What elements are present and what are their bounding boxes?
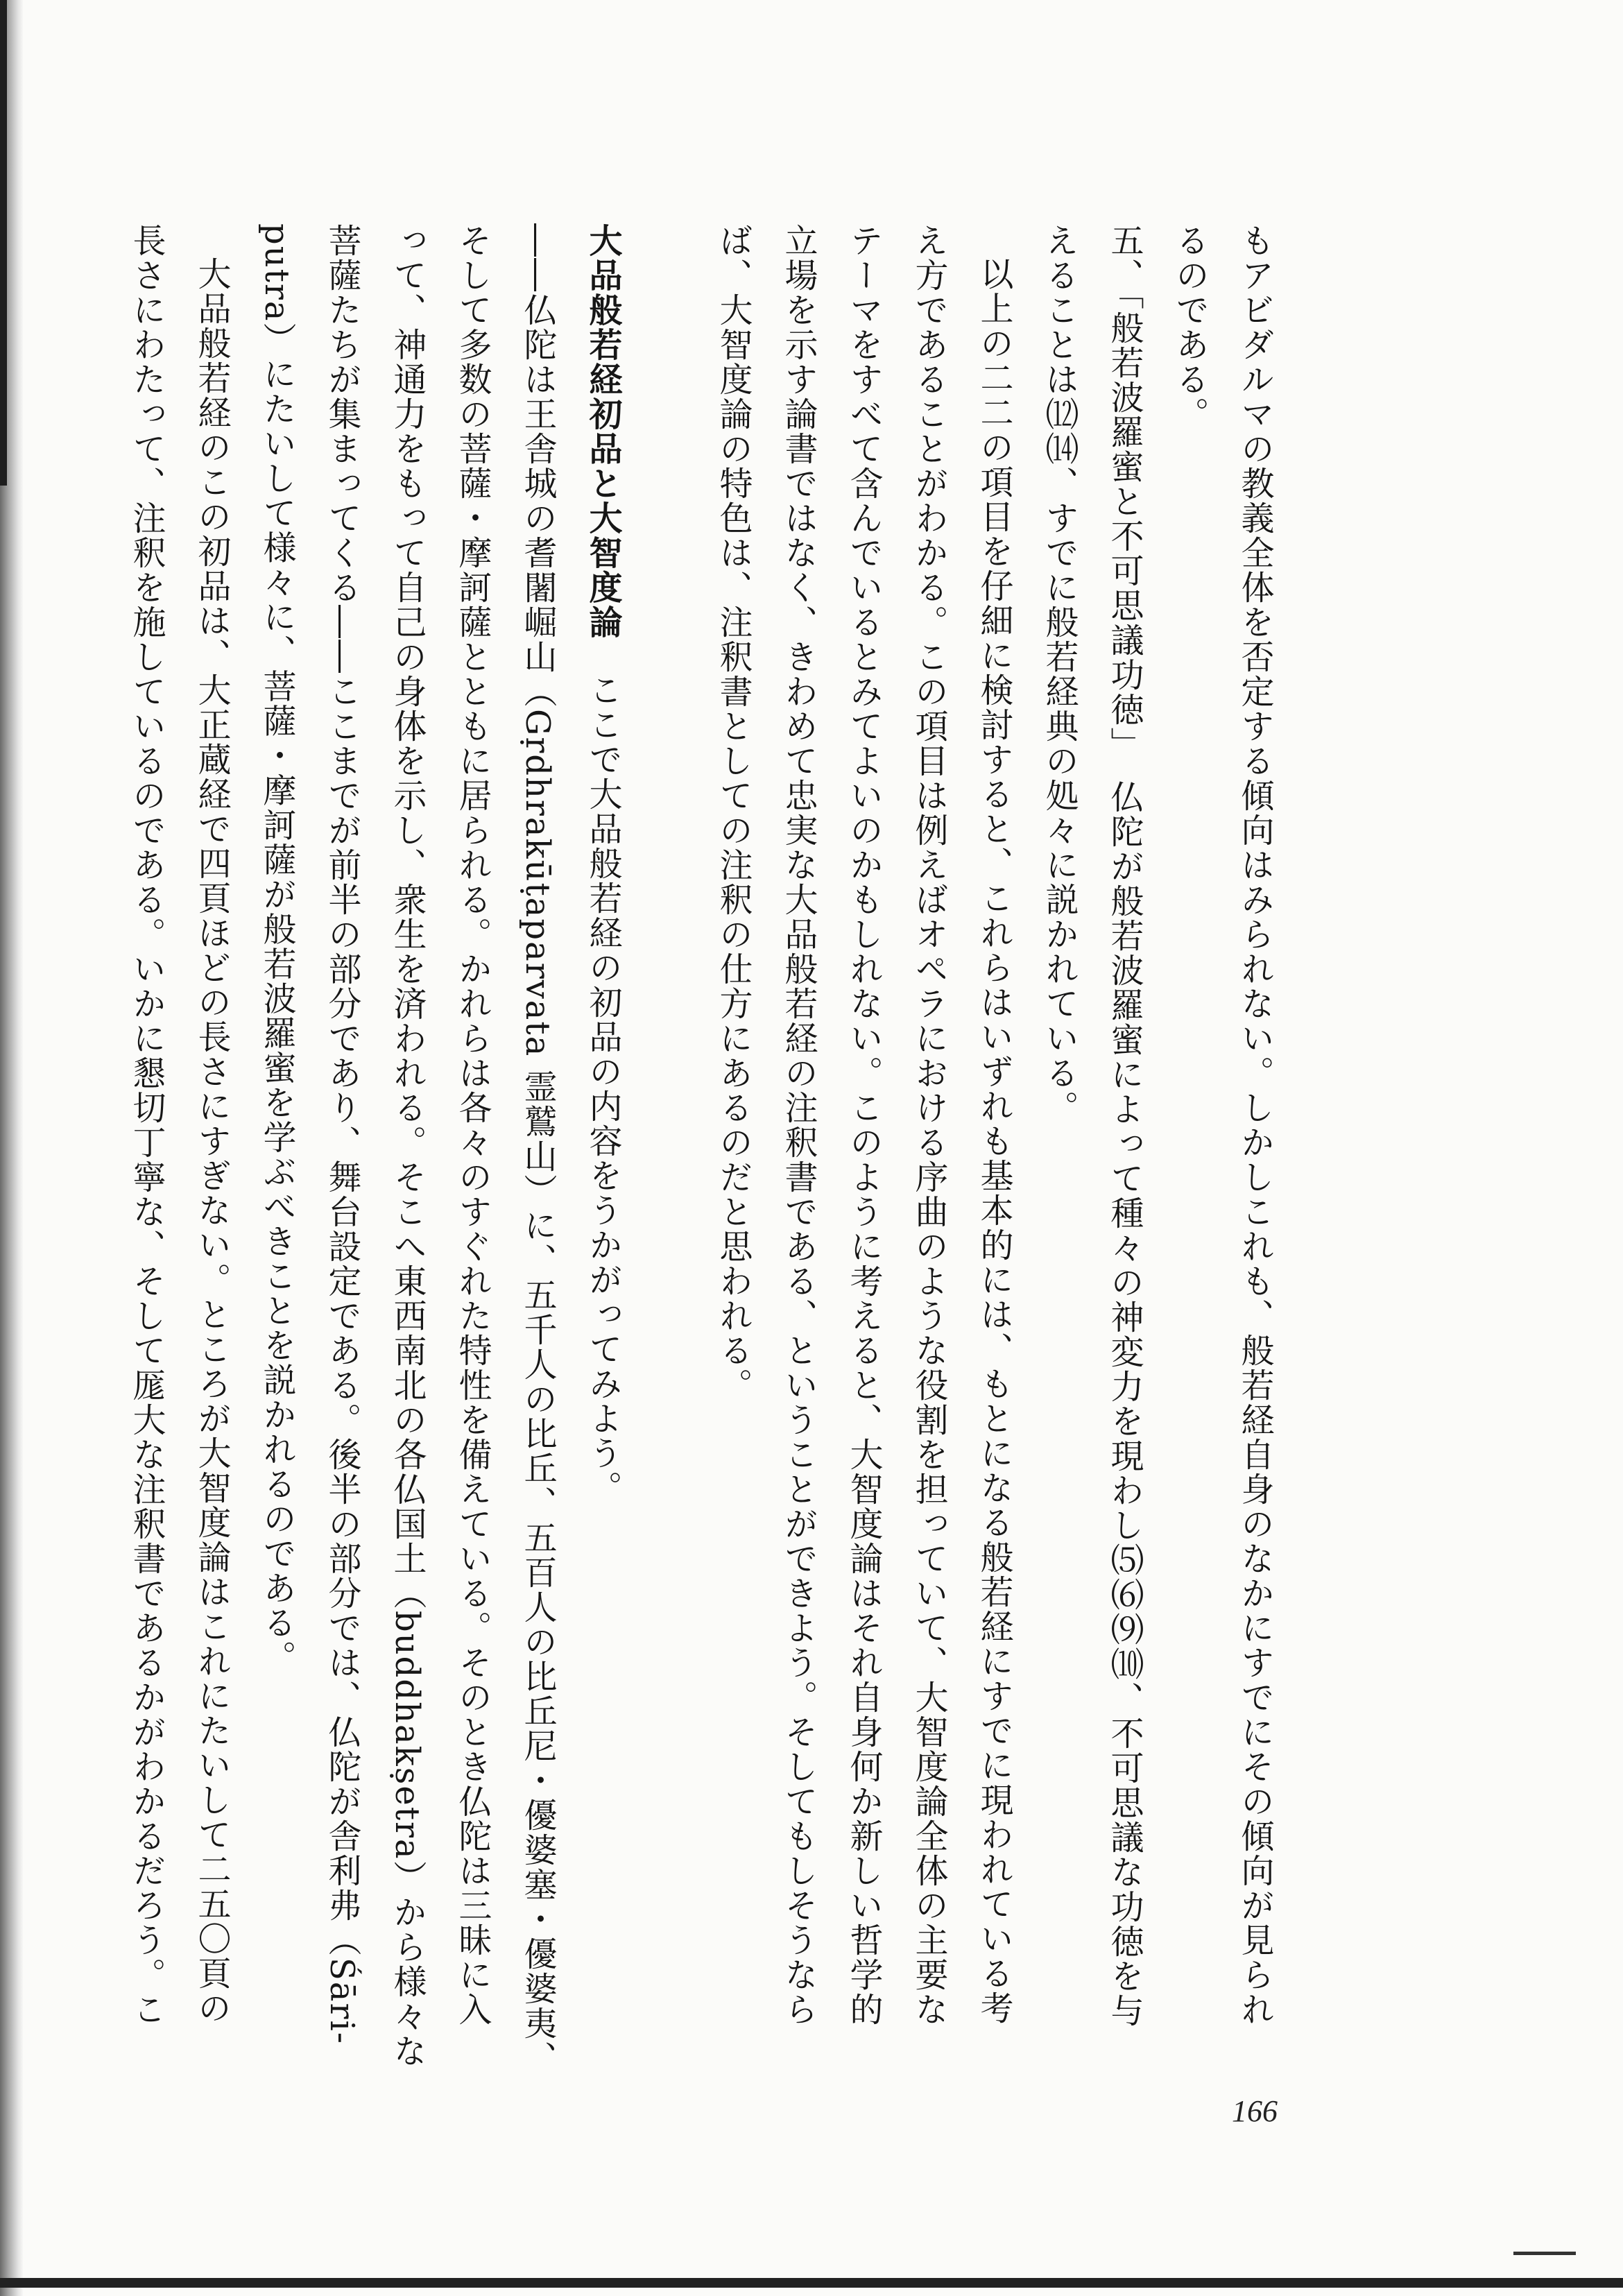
section-heading-line (570, 223, 635, 2075)
text-line-5: 以上の二二の項目を仔細に検討すると、これらはいずれも基本的には、もとになる般若経にすでに現われている考 (974, 257, 1013, 2025)
text-line-6: え方であることがわかる。この項目は例えばオペラにおける序曲のような役割を担っていて、大智度論全体の主要な (909, 223, 948, 2027)
text-line-8: 立場を示す論書ではなく、きわめて忠実な大品般若経の注釈書である、ということができよう。そしてもしそうなら (779, 223, 818, 2027)
scan-edge-dark-strip (0, 0, 7, 486)
text-line-1: もアビダルマの教義全体を否定する傾向はみられない。しかしこれも、般若経自身のなかにすでにその傾向が見られ (1235, 223, 1274, 2027)
scan-bottom-ticks (1513, 2252, 1576, 2259)
text-line-4: えることは⑿⒁、すでに般若経典の処々に説かれている。 (1040, 223, 1079, 1125)
section-line-7: 大品般若経のこの初品は、大正蔵経で四頁ほどの長さにすぎない。ところが大智度論はこれにたいして二五〇頁の (192, 257, 231, 2025)
section-line-8: 長さにわたって、注釈を施しているのである。いかに懇切丁寧な、そして厖大な注釈書であるかがわかるだろう。こ (127, 223, 166, 2027)
section-line-5: 菩薩たちが集まってくる――ここまでが前半の部分であり、舞台設定である。後半の部分では、仏陀が舎利弗（Śāri- (323, 223, 361, 2046)
section-line-2: ――仏陀は王舎城の耆闍崛山（Gṛdhrakūṭaparvata 霊鷲山）に、五千人の比丘、五百人の比丘尼・優婆塞・優婆夷、 (518, 223, 557, 2075)
section-gap (635, 223, 701, 2075)
section-line-4: って、神通力をもって自己の身体を示し、衆生を済われる。そこへ東西南北の各仏国土（buddhakṣetra）から様々な (388, 223, 427, 2068)
page-number: 166 (1232, 2094, 1278, 2128)
section-line-6: putra）にたいして様々に、菩薩・摩訶薩が般若波羅蜜を学ぶべきことを説かれるのである。 (257, 223, 296, 1675)
scan-bottom-rule (0, 2278, 1623, 2288)
text-line-2: るのである。 (1170, 223, 1209, 431)
section-heading: 大品般若経初品と大智度論 (583, 223, 622, 640)
text-line-7: テーマをすべて含んでいるとみてよいのかもしれない。このように考えると、大智度論はそれ自身何か新しい哲学的 (844, 223, 883, 2027)
section-line-1: ここで大品般若経の初品の内容をうかがってみよう。 (583, 673, 622, 1505)
section-line-3: そして多数の菩薩・摩訶薩とともに居られる。かれらは各々のすぐれた特性を備えている。そのとき仏陀は三昧に入 (453, 223, 492, 2027)
vertical-text-body (114, 223, 1287, 2075)
text-line-9: ば、大智度論の特色は、注釈書としての注釈の仕方にあるのだと思われる。 (714, 223, 753, 1403)
text-line-3: 五、「般若波羅蜜と不可思議功徳」 仏陀が般若波羅蜜によって種々の神変力を現わし⑸⑹⑼⑽、不可思議な功徳を与 (1105, 223, 1144, 2028)
